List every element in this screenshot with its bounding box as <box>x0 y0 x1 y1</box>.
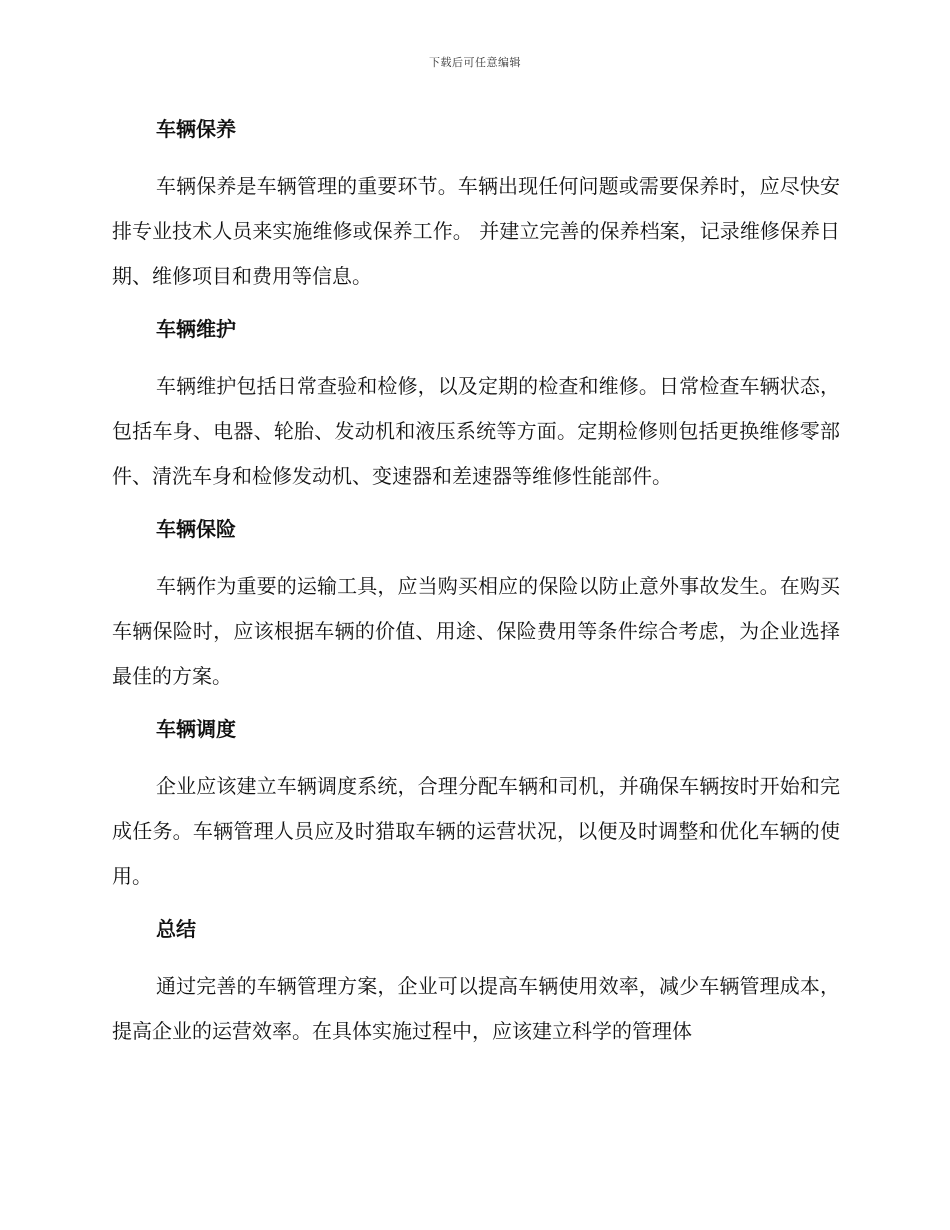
section-paragraph: 车辆作为重要的运输工具，应当购买相应的保险以防止意外事故发生。在购买车辆保险时，应该根据车辆的价值、用途、保险费用等条件综合考虑，为企业选择最佳的方案。 <box>112 574 840 688</box>
section-title: 车辆保险 <box>156 517 236 541</box>
section-upkeep <box>112 312 840 512</box>
section-paragraph: 车辆维护包括日常查验和检修，以及定期的检查和维修。日常检查车辆状态，包括车身、电器、轮胎、发动机和液压系统等方面。定期检修则包括更换维修零部件、清洗车身和检修发动机、变速器和差速器等维修性能部件。 <box>112 374 840 488</box>
section-maintenance <box>112 112 840 312</box>
section-paragraph: 通过完善的车辆管理方案，企业可以提高车辆使用效率，减少车辆管理成本，提高企业的运营效率。在具体实施过程中，应该建立科学的管理体 <box>112 974 840 1043</box>
section-paragraph: 企业应该建立车辆调度系统，合理分配车辆和司机，并确保车辆按时开始和完成任务。车辆管理人员应及时猎取车辆的运营状况，以便及时调整和优化车辆的使用。 <box>112 774 840 888</box>
section-title: 总结 <box>156 917 196 941</box>
section-insurance <box>112 512 840 712</box>
section-dispatch <box>112 712 840 912</box>
document-body <box>112 112 840 1054</box>
section-title: 车辆维护 <box>156 317 236 341</box>
section-title: 车辆调度 <box>156 717 236 741</box>
section-title: 车辆保养 <box>156 117 236 141</box>
header-note: 下载后可任意编辑 <box>429 56 521 69</box>
section-paragraph: 车辆保养是车辆管理的重要环节。车辆出现任何问题或需要保养时，应尽快安排专业技术人员来实施维修或保养工作。 并建立完善的保养档案，记录维修保养日期、维修项目和费用等信息。 <box>112 174 840 288</box>
section-summary <box>112 912 840 1054</box>
